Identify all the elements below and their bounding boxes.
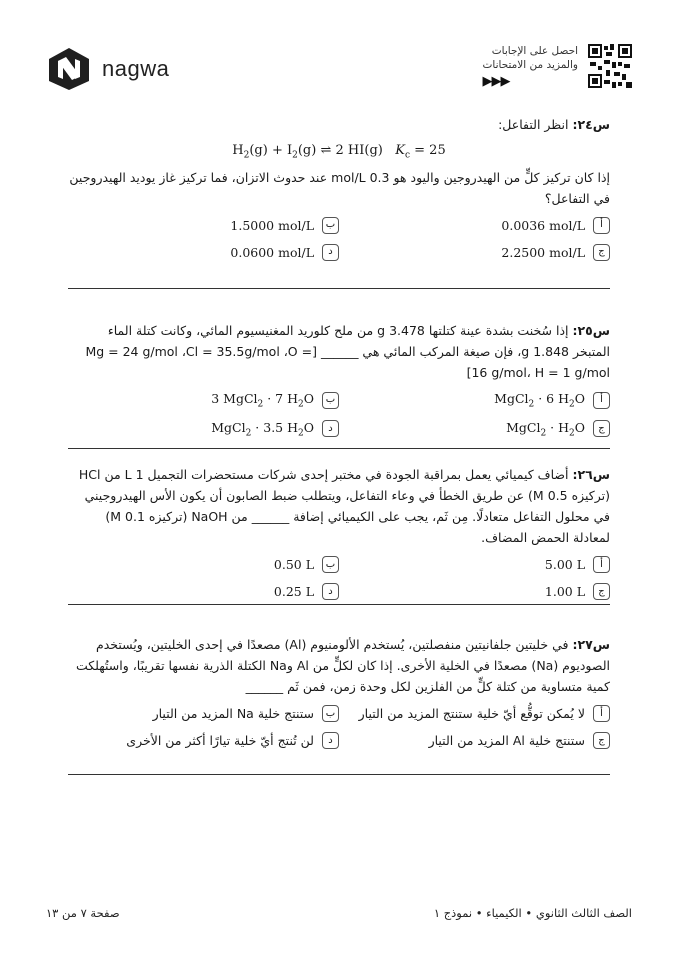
promo-block[interactable] — [483, 44, 632, 89]
divider — [68, 604, 610, 605]
nagwa-logo-icon — [46, 46, 92, 92]
option-d[interactable]: د MgCl$_2$ · 3.5 $H_2O$ — [68, 420, 339, 439]
question-number: س٢٦: — [572, 467, 610, 482]
options-list — [68, 556, 610, 600]
question-text: أضاف كيميائي يعمل بمراقبة الجودة في مختبر إحدى شركات مستحضرات التجميل 1 L من HCl (تركيزه 0.5 M) عن طريق الخطأ في وعاء التفاعل، ويتطلب ضبط الصابون أن يكون الأس الهيدروجيني في محلول التفاعل متعادلًا. مِن ثَم، يجب على الكيميائي إضافة ______ من NaOH (تركيزه 0.1 M) لمعادلة الحمض المضاف. — [78, 467, 610, 545]
question-number: س٢٥: — [572, 323, 610, 338]
question-24 — [68, 114, 610, 261]
option-a[interactable]: أ 0.0036 mol/L — [339, 217, 610, 234]
option-c[interactable]: ج MgCl$_2$ · $H_2O$ — [339, 420, 610, 439]
brand-name: nagwa — [102, 56, 170, 81]
option-a[interactable]: أ MgCl$_2$ · 6 $H_2O$ — [339, 391, 610, 410]
option-c[interactable]: ج 1.00 L — [339, 583, 610, 600]
divider — [68, 448, 610, 449]
equilibrium-arrow-icon: ⇌ — [320, 143, 332, 158]
option-d[interactable]: د 0.25 L — [68, 583, 339, 600]
question-26 — [68, 464, 610, 600]
reaction-equation: $H_2(g) + I_2(g)$ ⇌ 2 HI(g) $K_c = 25$ — [232, 143, 446, 161]
arrows-icon: ▶▶▶ — [482, 74, 510, 89]
option-c[interactable]: ج 2.2500 mol/L — [339, 244, 610, 261]
qr-code-icon[interactable] — [588, 44, 632, 88]
question-25 — [68, 320, 610, 438]
option-b[interactable]: ب 1.5000 mol/L — [68, 217, 339, 234]
question-text: في خليتين جلفانيتين منفصلتين، يُستخدم الألومنيوم (Al) مصعدًا في إحدى الخليتين، ويُستخدم الصوديوم (Na) مصعدًا في الخلية الأخرى. إذا كان لكلٍّ من Al وNa الكتلة الذرية نفسها تقريبًا، واستُهلكت كمية متساوية من كتلة كلٍّ من الفلزين لكل وحدة زمن، فمن ثَم ______ — [75, 637, 610, 694]
question-number: س٢٧: — [572, 637, 610, 652]
option-d[interactable]: د 0.0600 mol/L — [68, 244, 339, 261]
option-b[interactable]: ب 3 MgCl$_2$ · 7 $H_2O$ — [68, 391, 339, 410]
option-b[interactable]: ب ستنتج خلية Na المزيد من التيار — [68, 705, 339, 722]
nagwa-logo[interactable] — [46, 46, 169, 92]
promo-line-2: والمزيد من الامتحانات — [482, 59, 578, 71]
divider — [68, 774, 610, 775]
options-list — [68, 217, 610, 261]
option-d[interactable]: د لن تُنتج أيّ خلية تيارًا أكثر من الأخرى — [68, 732, 339, 749]
option-a[interactable]: أ لا يُمكن توقُّع أيّ خلية ستنتج المزيد من التيار — [339, 705, 610, 722]
option-a[interactable]: أ 5.00 L — [339, 556, 610, 573]
question-27 — [68, 634, 610, 749]
question-number: س٢٤: — [572, 117, 610, 132]
divider — [68, 288, 610, 289]
option-c[interactable]: ج ستنتج خلية Al المزيد من التيار — [339, 732, 610, 749]
footer-course: الصف الثالث الثانوي • الكيمياء • نموذج ١ — [433, 906, 632, 920]
question-prompt: انظر التفاعل: — [498, 117, 569, 132]
question-text: إذا سُخنت بشدة عينة كتلتها 3.478 g من ملح كلوريد المغنيسيوم المائي، وكانت كتلة الماء المتبخر 1.848 g، فإن صيغة المركب المائي هي ______ [Mg = 24 g/mol ،Cl = 35.5g/mol ،O = 16 g/mol، H = 1 g/mol] — [85, 323, 610, 380]
footer-page-number: صفحة ٧ من ١٣ — [46, 906, 120, 920]
question-text: إذا كان تركيز كلٍّ من الهيدروجين واليود هو 0.3 mol/L عند حدوث الاتزان، فما تركيز غاز يوديد الهيدروجين في التفاعل؟ — [69, 169, 610, 206]
options-list — [68, 391, 610, 438]
options-list — [68, 705, 610, 749]
option-b[interactable]: ب 0.50 L — [68, 556, 339, 573]
promo-line-1: احصل على الإجابات — [491, 45, 578, 57]
